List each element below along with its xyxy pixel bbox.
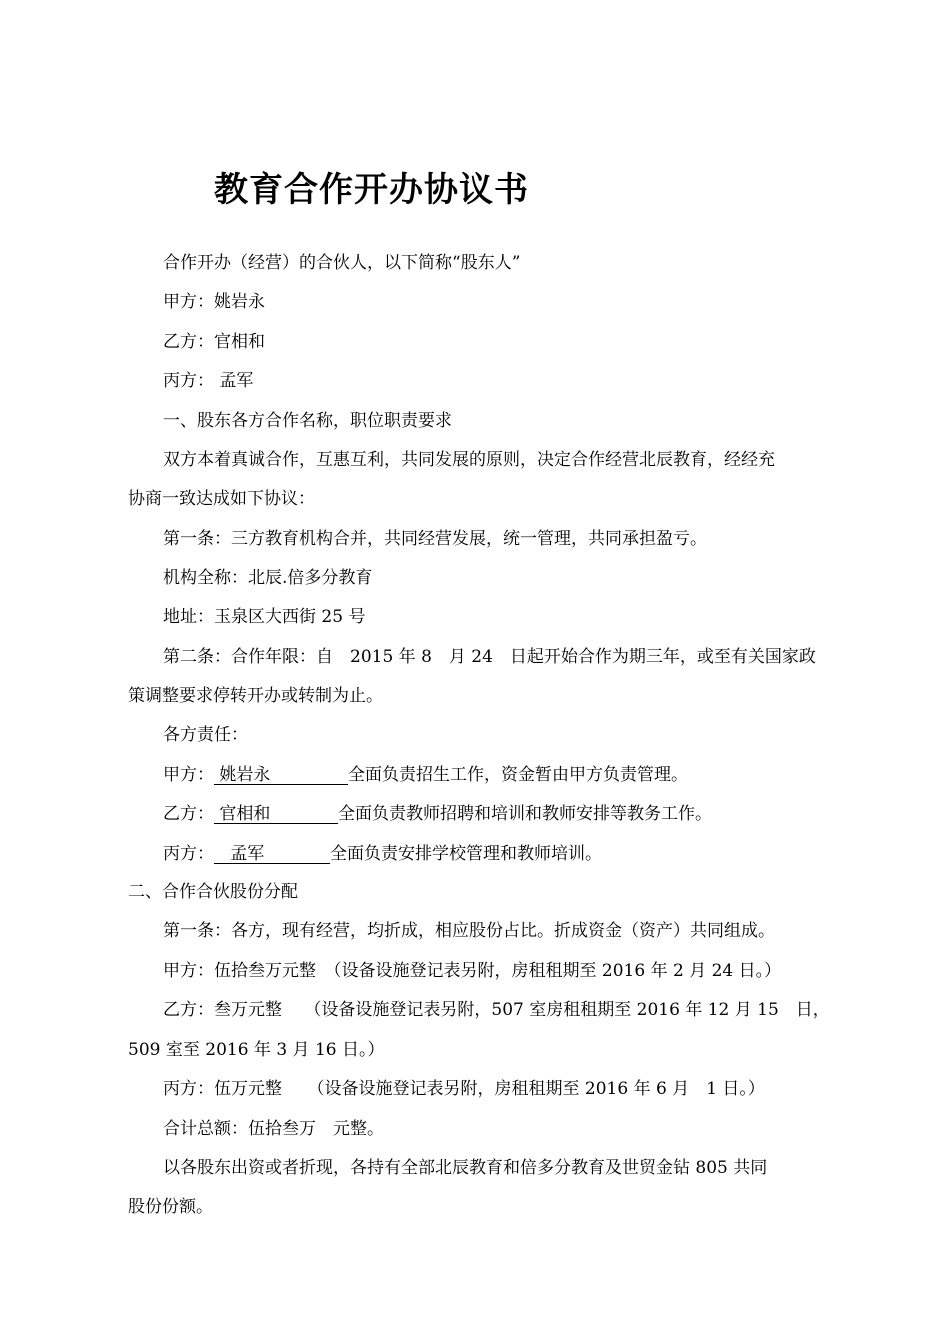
- duty-a-name: 姚岩永: [214, 766, 348, 785]
- share-b-line1: 乙方：叁万元整 （设备设施登记表另附，507 室房租租期至 2016 年 12 月 15 日，: [163, 1000, 830, 1020]
- duty-a-text: 全面负责招生工作，资金暂由甲方负责管理。: [348, 765, 688, 785]
- duty-a-line: [163, 764, 688, 786]
- article1-line: 第一条：三方教育机构合并，共同经营发展，统一管理，共同承担盈亏。: [163, 529, 707, 549]
- closing-line1: 以各股东出资或者折现，各持有全部北辰教育和倍多分教育及世贸金钻 805 共同: [163, 1158, 768, 1178]
- share-c-line: 丙方：伍万元整 （设备设施登记表另附，房租租期至 2016 年 6 月 1 日。）: [163, 1079, 765, 1099]
- duty-c-name: 孟军: [214, 845, 330, 864]
- duty-b-name: 官相和: [214, 805, 338, 824]
- address-line: 地址：玉泉区大西街 25 号: [163, 607, 366, 627]
- article2-line2: 策调整要求停转开办或转制为止。: [128, 686, 383, 706]
- duty-a-prefix: 甲方：: [163, 765, 214, 785]
- party-a-line: 甲方：姚岩永: [163, 292, 265, 312]
- duty-b-prefix: 乙方：: [163, 804, 214, 824]
- share-b-line2: 509 室至 2016 年 3 月 16 日。）: [128, 1040, 385, 1060]
- share-a-line: 甲方：伍拾叁万元整 （设备设施登记表另附，房租租期至 2016 年 2 月 24 日。）: [163, 961, 782, 981]
- duty-c-line: [163, 843, 602, 865]
- org-name-line: 机构全称：北辰.倍多分教育: [163, 568, 373, 588]
- duties-heading: 各方责任：: [163, 725, 248, 745]
- duty-c-prefix: 丙方：: [163, 844, 214, 864]
- duty-b-text: 全面负责教师招聘和培训和教师安排等教务工作。: [338, 804, 712, 824]
- closing-line2: 股份份额。: [128, 1197, 213, 1217]
- section1-heading: 一、股东各方合作名称，职位职责要求: [163, 411, 452, 431]
- article2-line1: 第二条：合作年限：自 2015 年 8 月 24 日起开始合作为期三年，或至有关国家政: [163, 647, 816, 667]
- total-line: 合计总额：伍拾叁万 元整。: [163, 1119, 384, 1139]
- paragraph1-line2: 协商一致达成如下协议：: [128, 489, 315, 509]
- section2-article1: 第一条：各方，现有经营，均折成，相应股份占比。折成资金（资产）共同组成。: [163, 921, 775, 941]
- party-b-line: 乙方：官相和: [163, 332, 265, 352]
- duty-b-line: [163, 803, 712, 825]
- duty-c-text: 全面负责安排学校管理和教师培训。: [330, 844, 602, 864]
- document-title: 教育合作开办协议书: [214, 170, 529, 210]
- party-c-line: 丙方： 孟军: [163, 371, 254, 391]
- paragraph1-line1: 双方本着真诚合作，互惠互利，共同发展的原则，决定合作经营北辰教育，经经充: [163, 450, 775, 470]
- section2-heading: 二、合作合伙股份分配: [128, 882, 298, 902]
- intro-line: 合作开办（经营）的合伙人，以下简称“股东人”: [163, 253, 521, 273]
